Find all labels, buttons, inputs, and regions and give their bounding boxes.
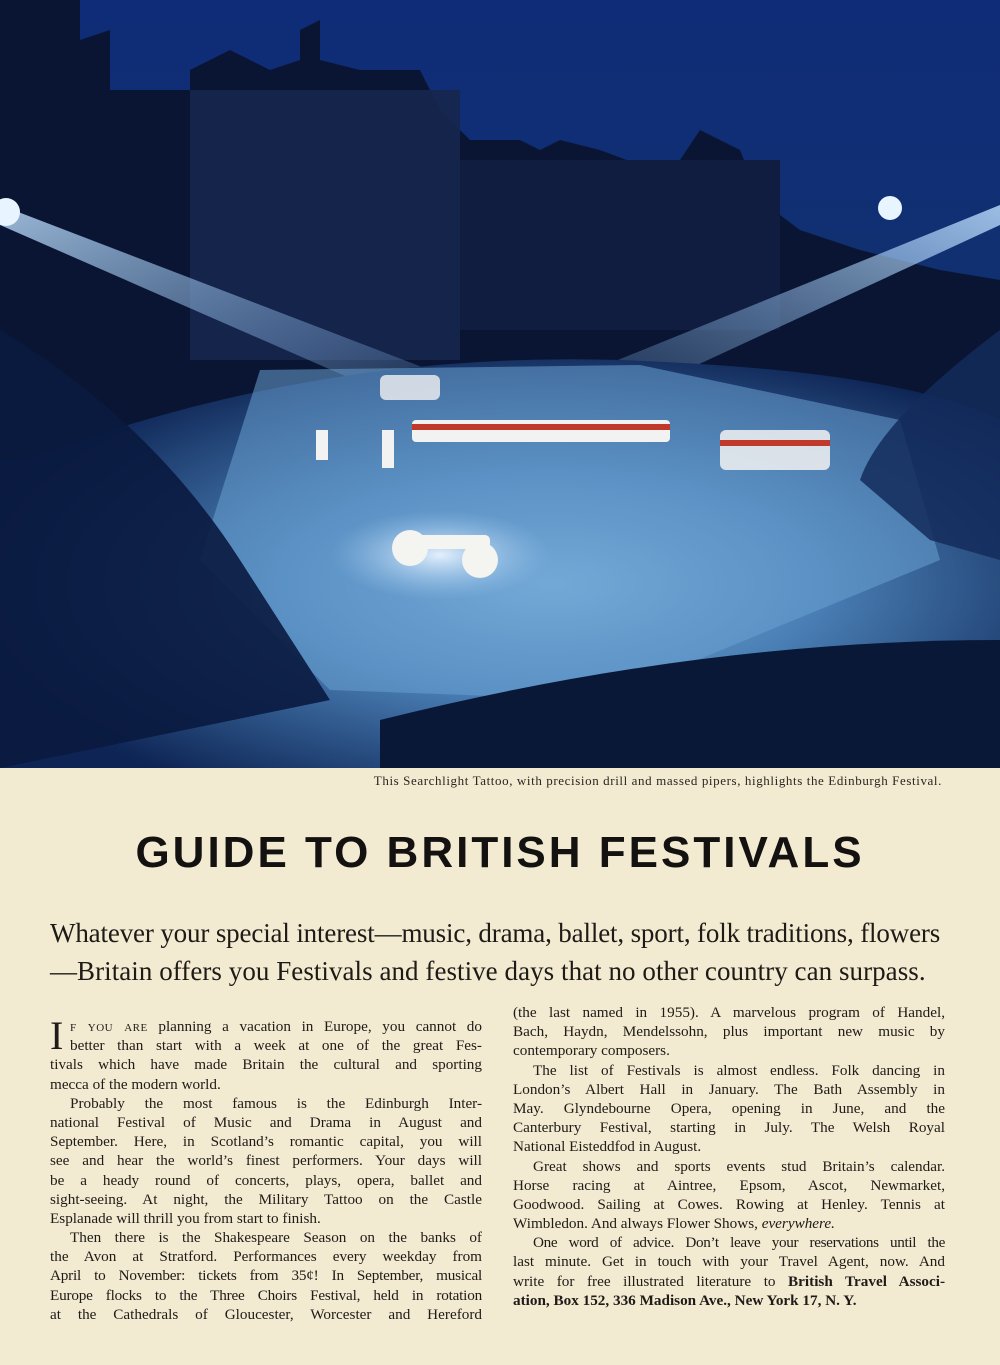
- text-line: The list of Festivals is almost endless. Folk dancing in: [533, 1061, 945, 1079]
- text-line: last minute. Get in touch with your Travel Agent, now. And: [513, 1253, 945, 1271]
- text-line: contemporary composers.: [513, 1042, 670, 1060]
- text-line: Horse racing at Aintree, Epsom, Ascot, Newmarket,: [513, 1176, 945, 1194]
- text-line: Great shows and sports events stud Britain’s calendar.: [533, 1157, 945, 1175]
- small-caps-opening: f you are: [70, 1018, 148, 1035]
- drop-cap: I: [50, 1013, 64, 1058]
- text-run: planning a vacation in Europe, you cannot do: [147, 1018, 482, 1035]
- text-line: tivals which have made Britain the cultural and sporting: [50, 1056, 482, 1074]
- text-line: sight-seeing. At night, the Military Tattoo on the Castle: [50, 1190, 482, 1208]
- text-line: September. Here, in Scotland’s romantic capital, you will: [50, 1133, 482, 1151]
- photo-caption: This Searchlight Tattoo, with precision drill and massed pipers, highlights the Edinburgh Festival.: [373, 773, 942, 788]
- text-line: Bach, Haydn, Mendelssohn, plus important new music by: [513, 1023, 945, 1041]
- subheadline-line-2: —Britain offers you Festivals and festive days that no other country can surpass.: [50, 956, 926, 986]
- text-line: (the last named in 1955). A marvelous program of Handel,: [513, 1004, 945, 1021]
- subheadline-line-1: Whatever your special interest—music, drama, ballet, sport, folk traditions, flowers: [50, 918, 941, 948]
- subheadline: [50, 914, 942, 990]
- text-line: Goodwood. Sailing at Cowes. Rowing at Henley. Tennis at: [513, 1195, 945, 1213]
- text-line: April to November: tickets from 35¢! In September, musical: [50, 1267, 482, 1285]
- text-line: May. Glyndebourne Opera, opening in June, and the: [513, 1099, 945, 1117]
- text-line: National Eisteddfod in August.: [513, 1138, 702, 1156]
- text-line: mecca of the modern world.: [50, 1075, 221, 1093]
- text-line: see and hear the world’s finest performers. Your days will: [50, 1152, 482, 1170]
- text-line: One word of advice. Don’t leave your reservations until the: [533, 1234, 945, 1252]
- text-line: Europe flocks to the Three Choirs Festival, held in rotation: [50, 1286, 482, 1304]
- text-line: Then there is the Shakespeare Season on the banks of: [70, 1229, 482, 1247]
- text-line: be a heady round of concerts, plays, opera, ballet and: [50, 1171, 482, 1189]
- address-line: ation, Box 152, 336 Madison Ave., New York 17, N. Y.: [513, 1291, 857, 1309]
- page-title: GUIDE TO BRITISH FESTIVALS: [135, 828, 865, 877]
- text-line: Esplanade will thrill you from start to finish.: [50, 1209, 321, 1227]
- text-line: [513, 1272, 945, 1291]
- text-line: [50, 1017, 482, 1036]
- text-line: Probably the most famous is the Edinburgh Inter-: [70, 1094, 482, 1112]
- body-column-left: [50, 1013, 482, 1324]
- text-line: national Festival of Music and Drama in August and: [50, 1113, 482, 1131]
- emphasis-everywhere: everywhere.: [761, 1215, 835, 1233]
- text-run: write for free illustrated literature to: [513, 1272, 789, 1290]
- address-bold: British Travel Associ-: [788, 1272, 946, 1290]
- text-line: London’s Albert Hall in January. The Bath Assembly in: [513, 1080, 945, 1098]
- text-line: better than start with a week at one of the great Fes-: [70, 1037, 482, 1055]
- text-line: Canterbury Festival, starting in July. The Welsh Royal: [513, 1119, 945, 1137]
- text-line: the Avon at Stratford. Performances every weekday from: [50, 1248, 482, 1266]
- text-line: [513, 1214, 945, 1233]
- text-run: Wimbledon. And always Flower Shows,: [513, 1215, 762, 1233]
- body-column-right: [513, 1003, 945, 1310]
- text-line: at the Cathedrals of Gloucester, Worcester and Hereford: [50, 1305, 482, 1323]
